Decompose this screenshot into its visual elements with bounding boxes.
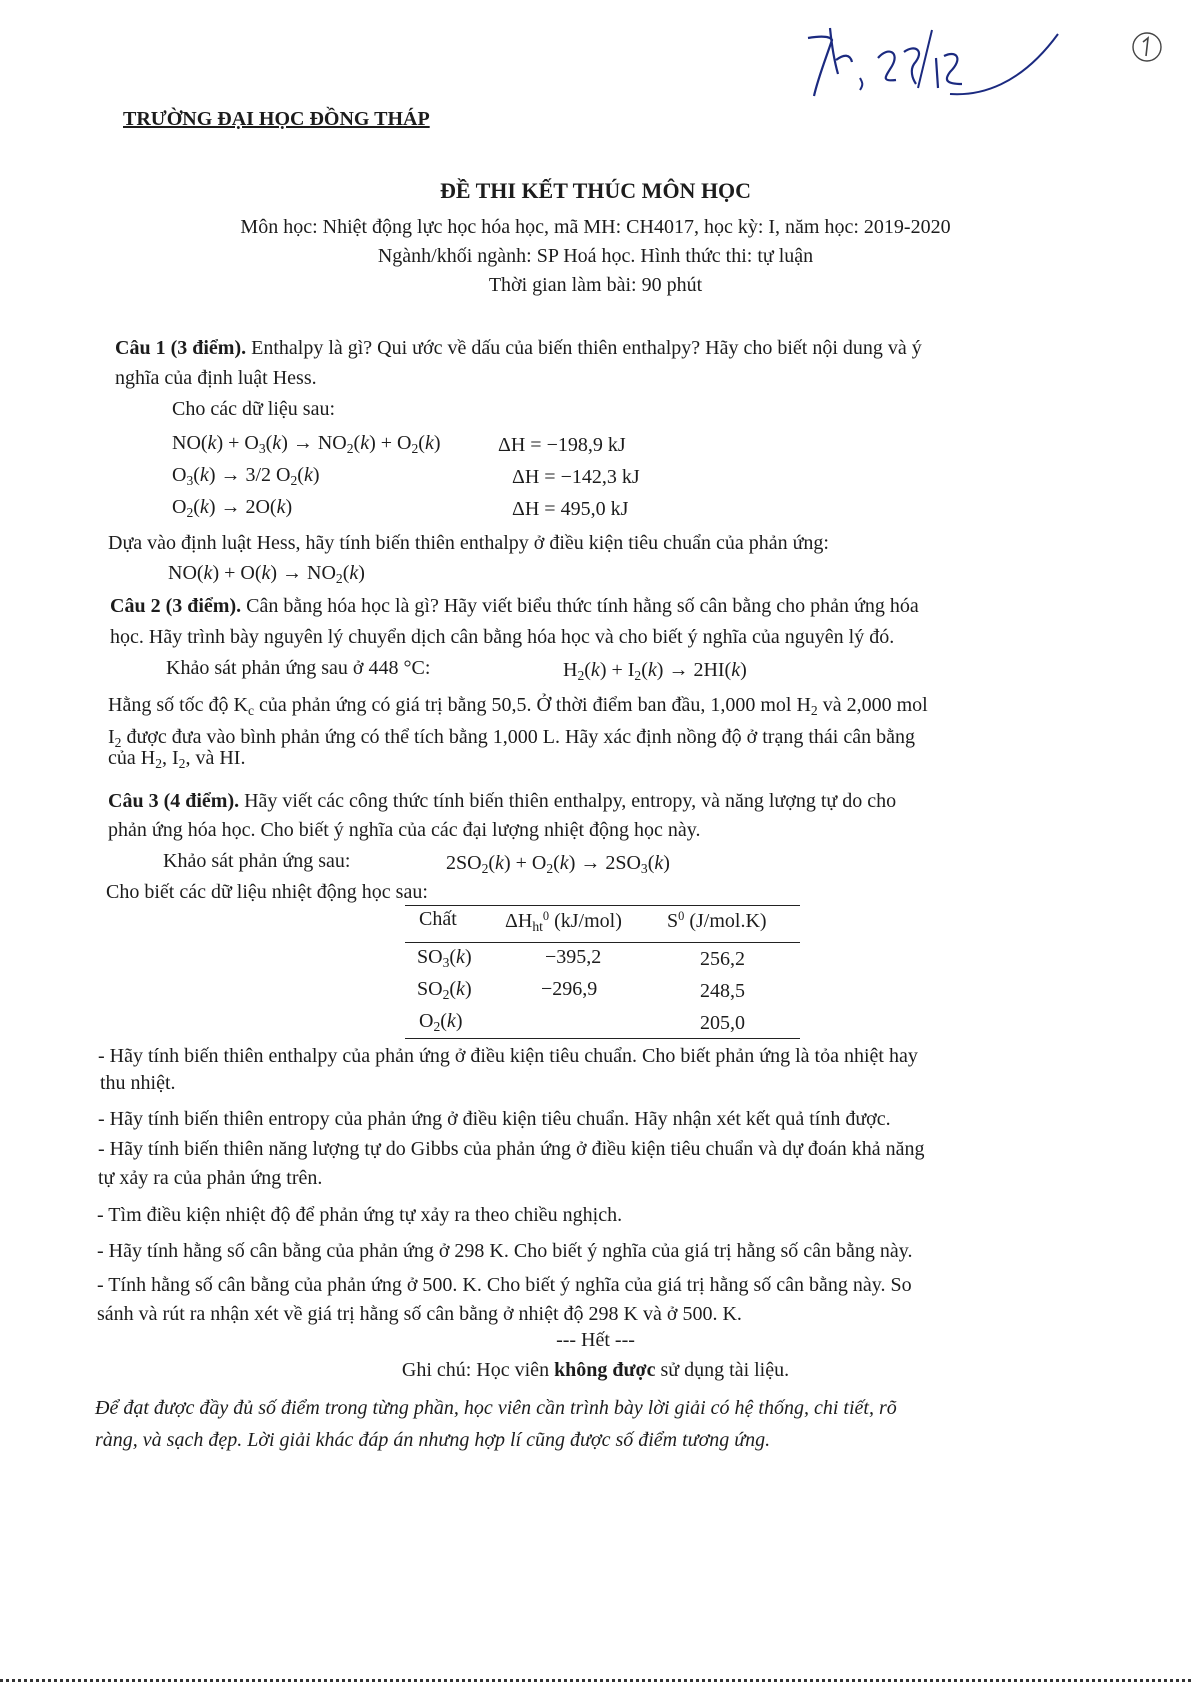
bullet-entropy: - Hãy tính biến thiên entropy của phản ứng ở điều kiện tiêu chuẩn. Hãy nhận xét kết quả tính được.	[98, 1108, 891, 1130]
question-3-survey: Khảo sát phản ứng sau:	[163, 850, 351, 872]
reaction-1: $NO(k) + O_3(k) \to NO_2(k) + O_2(k)$	[172, 432, 441, 456]
line-e-text-2: , I	[162, 747, 179, 769]
question-1-label: Câu 1 (3 điểm).	[115, 337, 247, 359]
bullet-enthalpy: - Hãy tính biến thiên enthalpy của phản ứng ở điều kiện tiêu chuẩn. Cho biết phản ứng là tỏa nhiệt hay	[98, 1045, 918, 1067]
line-e-text-3: , và HI.	[185, 747, 246, 769]
question-2-line-c: Hằng số tốc độ $K_c$ của phản ứng có giá trị bằng 50,5. Ở thời điểm ban đầu, 1,000 mol $H_2$ và 2,000 mol	[108, 694, 928, 718]
row-so3-enthalpy: −395,2	[545, 946, 602, 968]
reaction-h2-i2: $H_2(k) + I_2(k) \to 2HI(k)$	[563, 659, 747, 683]
target-reaction: $NO(k) + O(k) \to NO_2(k)$	[168, 562, 365, 586]
bullet-temperature: - Tìm điều kiện nhiệt độ để phản ứng tự xảy ra theo chiều nghịch.	[97, 1204, 623, 1226]
question-2-text-a: Cân bằng hóa học là gì? Hãy viết biểu thức tính hằng số cân bằng cho phản ứng hóa	[241, 595, 919, 617]
row-so2-enthalpy: −296,9	[541, 978, 598, 1000]
header-substance: Chất	[419, 908, 457, 930]
reaction-3: $O_2(k) \to 2O(k)$	[172, 496, 293, 520]
question-3-given: Cho biết các dữ liệu nhiệt động học sau:	[106, 881, 428, 903]
question-1-given: Cho các dữ liệu sau:	[172, 398, 336, 420]
question-1-text-a: Enthalpy là gì? Qui ước về dấu của biến thiên enthalpy? Hãy cho biết nội dung và ý	[246, 337, 922, 359]
course-info: Môn học: Nhiệt động lực học hóa học, mã MH: CH4017, học kỳ: I, năm học: 2019-2020	[240, 216, 951, 238]
italic-note-2: ràng, và sạch đẹp. Lời giải khác đáp án nhưng hợp lí cũng được số điểm tương ứng.	[95, 1429, 771, 1451]
question-3-text-a: Hãy viết các công thức tính biến thiên enthalpy, entropy, và năng lượng tự do cho	[239, 790, 897, 812]
bullet-enthalpy-cont: thu nhiệt.	[100, 1072, 176, 1094]
question-1-text	[115, 333, 1110, 363]
kc-text-2: của phản ứng có giá trị bằng 50,5. Ở thời điểm ban đầu, 1,000 mol H	[254, 694, 811, 716]
question-2-survey: Khảo sát phản ứng sau ở 448 °C:	[166, 657, 431, 679]
circled-page-number	[1130, 30, 1164, 64]
time-info: Thời gian làm bài: 90 phút	[488, 274, 703, 296]
row-so2-entropy: 248,5	[700, 980, 745, 1002]
question-2-text-b: học. Hãy trình bày nguyên lý chuyển dịch cân bằng hóa học và cho biết ý nghĩa của nguyên lý đó.	[110, 626, 895, 648]
row-so3-substance: $SO_3(k)$	[417, 946, 472, 970]
question-3-text	[108, 786, 1103, 816]
bullet-gibbs: - Hãy tính biến thiên năng lượng tự do Gibbs của phản ứng ở điều kiện tiêu chuẩn và dự đoán khả năng	[98, 1138, 925, 1160]
reaction-2: $O_3(k) \to 3/2$ $O_2(k)$	[172, 464, 320, 488]
enthalpy-3: ΔH = 495,0 kJ	[512, 498, 629, 520]
line-e-text-1: của H	[108, 747, 156, 769]
question-1-task: Dựa vào định luật Hess, hãy tính biến thiên enthalpy ở điều kiện tiêu chuẩn của phản ứng:	[108, 532, 829, 554]
row-so3-entropy: 256,2	[700, 948, 745, 970]
school-name: TRƯỜNG ĐẠI HỌC ĐỒNG THÁP	[123, 108, 430, 130]
enthalpy-1: ΔH = −198,9 kJ	[498, 434, 626, 456]
table-header-rule	[405, 942, 800, 943]
reaction-so2: $2SO_2(k) + O_2(k) \to 2SO_3(k)$	[446, 852, 670, 876]
handwritten-note	[800, 18, 1060, 108]
kc-text-1: Hằng số tốc độ K	[108, 694, 248, 716]
exam-title: ĐỀ THI KẾT THÚC MÔN HỌC	[439, 178, 752, 203]
italic-note-1: Để đạt được đầy đủ số điểm trong từng phần, học viên cần trình bày lời giải có hệ thống, chi tiết, rõ	[95, 1397, 897, 1419]
scan-bottom-edge	[0, 1679, 1191, 1682]
question-2-text	[110, 591, 1105, 621]
bullet-gibbs-cont: tự xảy ra của phản ứng trên.	[98, 1167, 323, 1189]
row-o2-entropy: 205,0	[700, 1012, 745, 1034]
question-2-label: Câu 2 (3 điểm).	[110, 595, 242, 617]
kc-text-3: và 2,000 mol	[817, 694, 928, 716]
question-2-line-e: của $H_2$, $I_2$, và HI.	[108, 747, 246, 771]
header-enthalpy: $\Delta H_{ht}^0$ (kJ/mol)	[505, 909, 622, 934]
note-line: Ghi chú: Học viên không được sử dụng tài liệu.	[401, 1359, 790, 1381]
end-marker: --- Hết ---	[556, 1329, 635, 1351]
question-2-line-d: $I_2$ được đưa vào bình phản ứng có thể tích bằng 1,000 L. Hãy xác định nồng độ ở trạng thái cân bằng	[108, 726, 915, 750]
line-d-text: được đưa vào bình phản ứng có thể tích bằng 1,000 L. Hãy xác định nồng độ ở trạng thái cân bằng	[121, 726, 915, 748]
row-o2-substance: $O_2(k)$	[419, 1010, 463, 1034]
bullet-k298: - Hãy tính hằng số cân bằng của phản ứng ở 298 K. Cho biết ý nghĩa của giá trị hằng số cân bằng này.	[97, 1240, 913, 1262]
question-3-label: Câu 3 (4 điểm).	[108, 790, 240, 812]
bullet-k500: - Tính hằng số cân bằng của phản ứng ở 500. K. Cho biết ý nghĩa của giá trị hằng số cân bằng này. So	[97, 1274, 912, 1296]
question-3-text-b: phản ứng hóa học. Cho biết ý nghĩa của các đại lượng nhiệt động học này.	[108, 819, 701, 841]
bullet-compare: sánh và rút ra nhận xét về giá trị hằng số cân bằng ở nhiệt độ 298 K và ở 500. K.	[97, 1303, 742, 1325]
major-info: Ngành/khối ngành: SP Hoá học. Hình thức thi: tự luận	[377, 245, 814, 267]
question-1-text-b: nghĩa của định luật Hess.	[115, 367, 317, 389]
row-so2-substance: $SO_2(k)$	[417, 978, 472, 1002]
enthalpy-2: ΔH = −142,3 kJ	[512, 466, 640, 488]
table-bottom-rule	[405, 1038, 800, 1039]
header-entropy: $S^0$ (J/mol.K)	[667, 909, 767, 932]
table-top-rule	[405, 905, 800, 906]
